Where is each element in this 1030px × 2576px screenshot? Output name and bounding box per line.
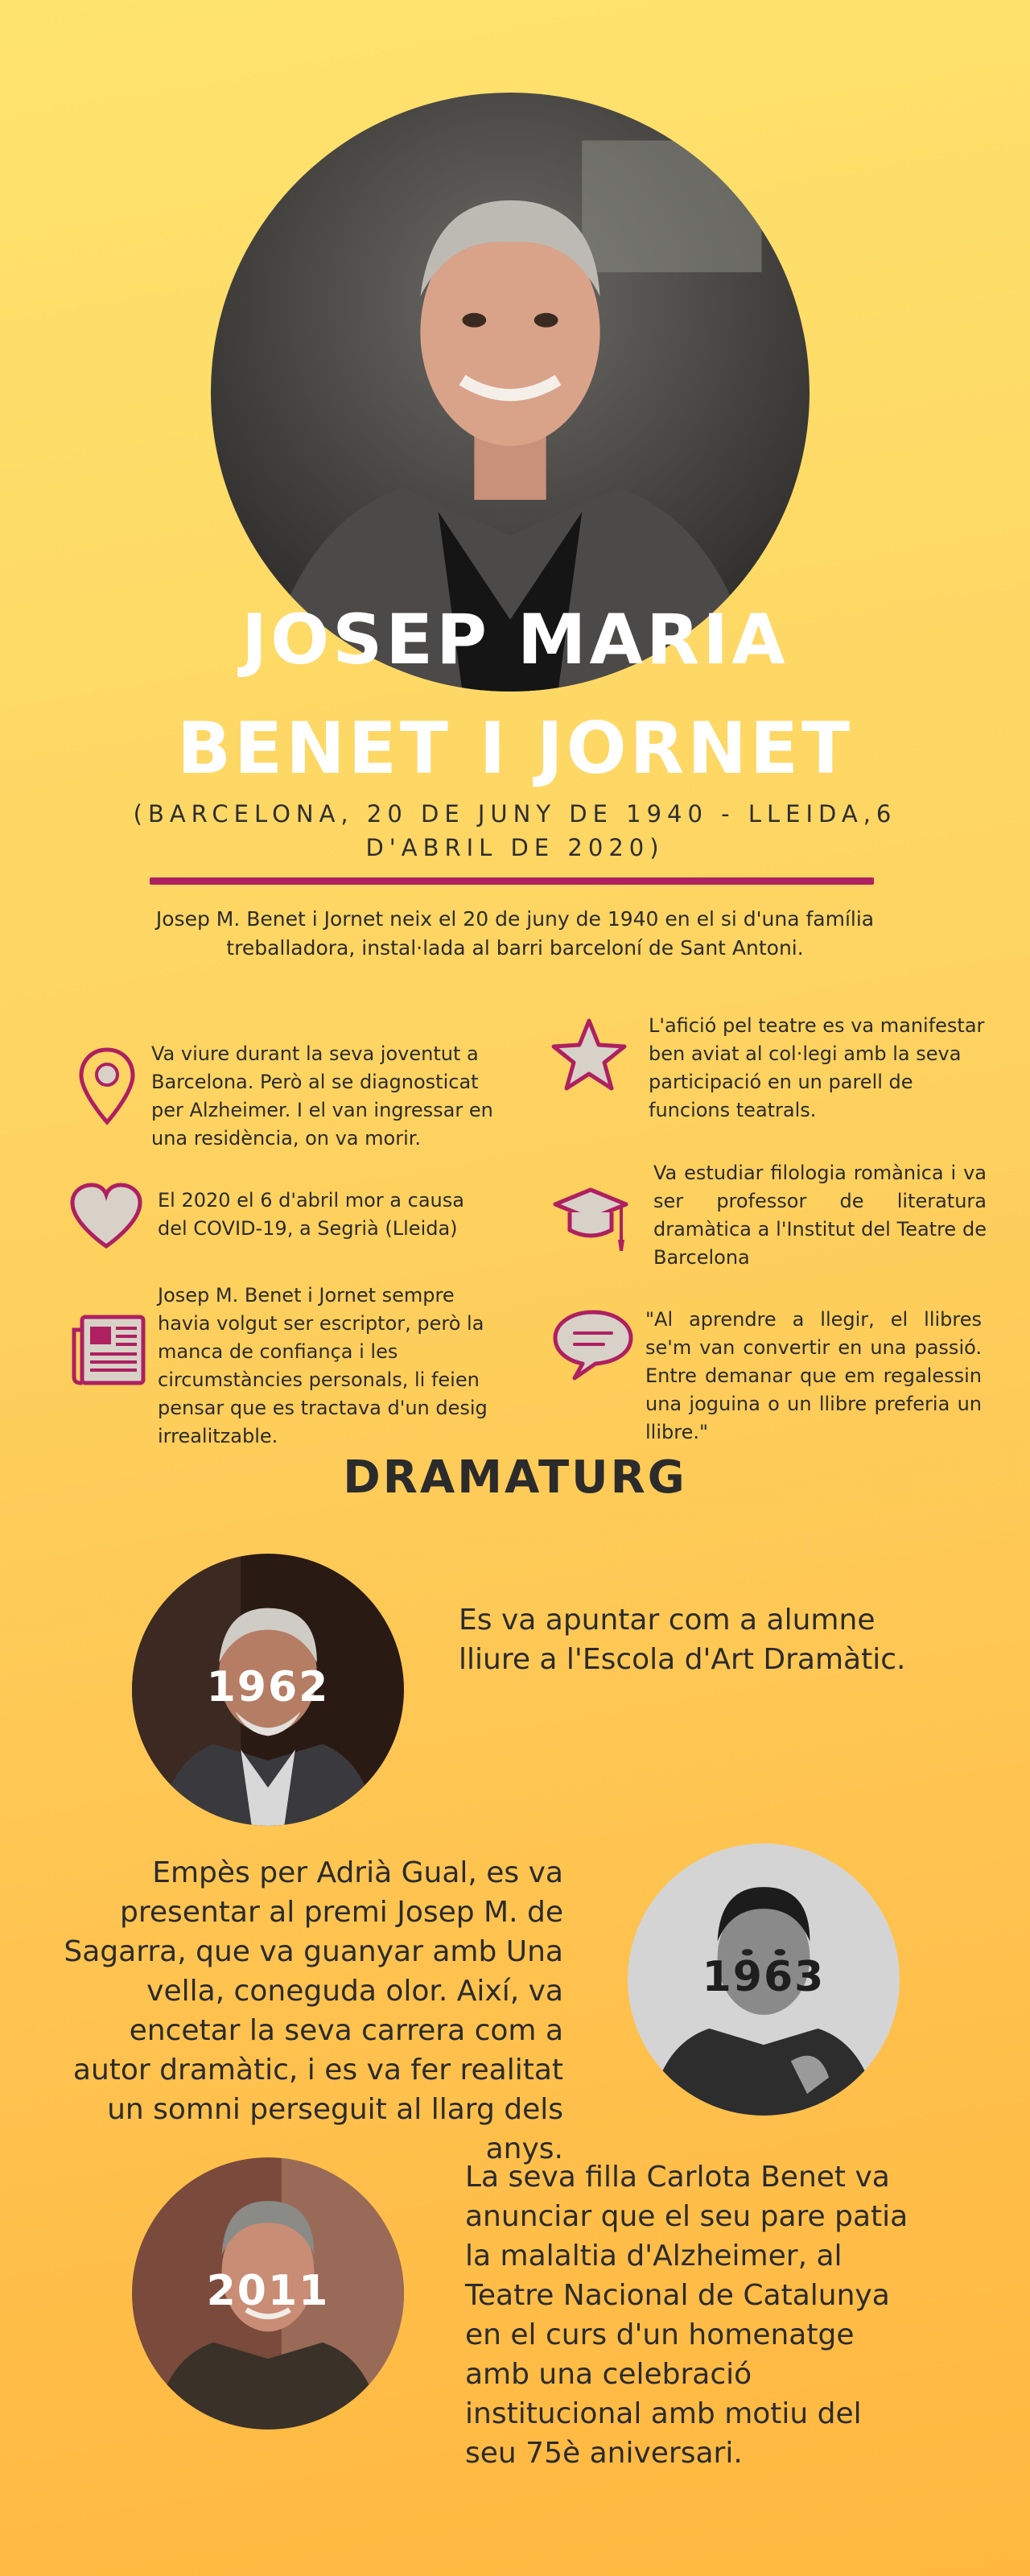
graduation-cap-icon [550,1183,631,1256]
name-line-2: BENET I JORNET [176,707,854,790]
speech-bubble-icon [550,1307,636,1381]
intro-paragraph: Josep M. Benet i Jornet neix el 20 de juny de 1940 en el si d'una família treballadora, instal·lada al barri barceloní de Sant Antoni. [155,907,875,960]
portrait-1962 [132,1554,404,1826]
year-label-1962: 1962 [206,1663,330,1711]
fact-text-theatre: L'afició pel teatre es va manifestar ben aviat al col·legi amb la seva participació en un parell de funcions teatrals. [649,1014,985,1121]
heart-icon [68,1182,145,1251]
birth-death-dates: (BARCELONA, 20 DE JUNY DE 1940 - LLEIDA,6 D'ABRIL DE 2020) [133,800,897,861]
name-line-1: JOSEP MARIA [241,600,789,680]
fact-text-youth: Va viure durant la seva joventut a Barcelona. Però al se diagnosticat per Alzheimer. I el van ingressar en una residència, on va morir. [151,1042,493,1150]
newspaper-icon [69,1312,146,1388]
timeline-text-1963: Empès per Adrià Gual, es va presentar al premi Josep M. de Sagarra, que va guanyar amb Una vella, coneguda olor. Així, va encetar la seva carrera com a autor dramàtic, i es va fer realitat un somni perseguit al llarg dels anys. [64,1856,563,2165]
year-label-2011: 2011 [206,2267,330,2315]
star-icon [549,1016,629,1093]
accent-divider [150,877,874,885]
fact-text-quote: "Al aprendre a llegir, el llibres se'm van convertir en una passió. Entre demanar que em regalessin una joguina o un llibre preferia un llibre." [645,1308,982,1443]
portrait-2011 [132,2157,404,2429]
map-pin-icon [76,1046,138,1127]
portrait-1963 [628,1843,900,2116]
fact-text-studies: Va estudiar filologia romànica i va ser professor de literatura dramàtica a l'Institut del Teatre de Barcelona [653,1162,987,1269]
timeline-text-2011: La seva filla Carlota Benet va anunciar que el seu pare patia la malaltia d'Alzheimer, al Teatre Nacional de Catalunya en el curs d'un homenatge amb una celebració institucional amb motiu del seu 75è aniversari. [465,2161,908,2470]
year-label-1963: 1963 [702,1953,826,2001]
section-title-dramaturg: DRAMATURG [343,1451,687,1504]
fact-text-writer: Josep M. Benet i Jornet sempre havia volgut ser escriptor, però la manca de confiança i les circumstàncies personals, li feien pensar que es tractava d'un desig irrealitzable. [158,1284,488,1447]
fact-text-death: El 2020 el 6 d'abril mor a causa del COVID-19, a Segrià (Lleida) [158,1189,464,1240]
timeline-text-1962: Es va apuntar com a alumne lliure a l'Escola d'Art Dramàtic. [459,1604,906,1676]
